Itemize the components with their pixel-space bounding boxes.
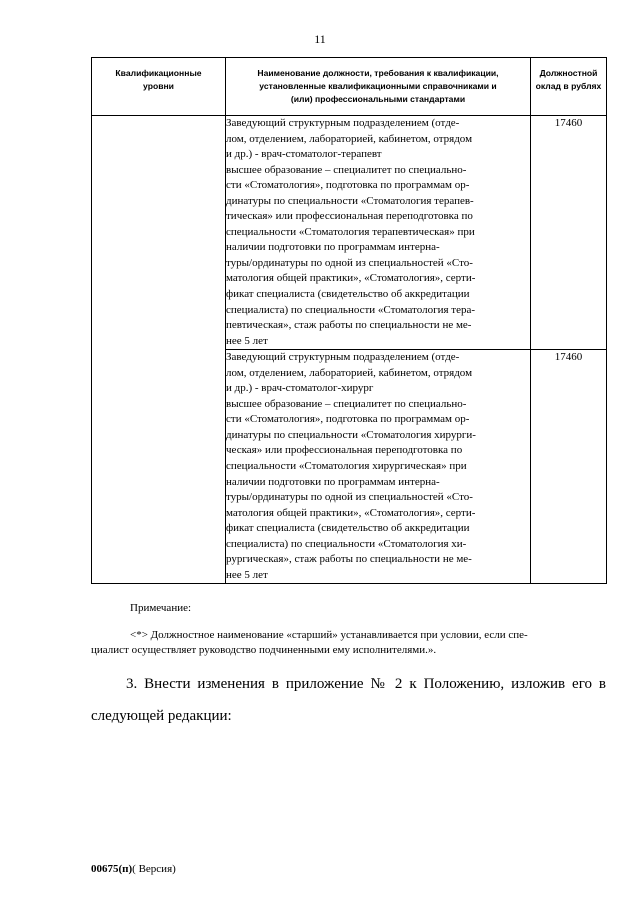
text-line: Заведующий структурным подразделением (отде-: [226, 351, 460, 364]
table-header-row: [92, 58, 607, 116]
document-code: 00675(п): [91, 863, 133, 875]
note-title: Примечание:: [130, 602, 192, 614]
text-line: динатуры по специальности «Стоматология хирурги-: [226, 428, 476, 441]
header-salary: [531, 58, 607, 116]
text-line: специалиста) по специальности «Стоматология хи-: [226, 537, 467, 550]
text-line: туры/ординатуры по одной из специальностей «Сто-: [226, 491, 473, 504]
text-line: фикат специалиста (свидетельство об аккредитации: [226, 522, 470, 535]
text-line: высшее образование – специалитет по специально-: [226, 397, 467, 410]
text-line: нее 5 лет: [226, 568, 268, 581]
text-line: Заведующий структурным подразделением (отде-: [226, 117, 460, 129]
text-line: рургическая», стаж работы по специальности не ме-: [226, 553, 472, 566]
text-line: матология общей практики», «Стоматология», серти-: [226, 506, 476, 519]
text-line: специалиста) по специальности «Стоматология тера-: [226, 303, 476, 316]
document-footer: [91, 863, 176, 875]
text-line: сти «Стоматология», подготовка по программам ор-: [226, 179, 470, 192]
text-line: специальности «Стоматология хирургическая» при: [226, 460, 467, 473]
text-line: фикат специалиста (свидетельство об аккредитации: [226, 288, 470, 301]
qualification-table: [91, 57, 607, 584]
salary-cell: 17460: [531, 116, 607, 350]
text-line: и др.) - врач-стоматолог-хирург: [226, 382, 374, 395]
text-line: высшее образование – специалитет по специально-: [226, 163, 467, 176]
table-row: [92, 116, 607, 350]
header-line: уровни: [143, 81, 174, 91]
header-line: Квалификационные: [115, 68, 202, 78]
text-line: лом, отделением, лабораторией, кабинетом, отрядом: [226, 132, 473, 145]
text-line: наличии подготовки по программам интерна-: [226, 475, 440, 488]
note-line: <*> Должностное наименование «старший» устанавливается при условии, если спе-: [130, 629, 528, 641]
text-line: сти «Стоматология», подготовка по программам ор-: [226, 413, 470, 426]
text-line: туры/ординатуры по одной из специальностей «Сто-: [226, 256, 473, 269]
paragraph-line: 3. Внести изменения в приложение № 2 к Положению, изложив его в: [126, 676, 606, 692]
header-line: (или) профессиональными стандартами: [290, 94, 466, 104]
text-line: динатуры по специальности «Стоматология терапев-: [226, 194, 474, 207]
text-line: ческая» или профессиональная переподготовка по: [226, 444, 463, 457]
text-line: лом, отделением, лабораторией, кабинетом, отрядом: [226, 366, 473, 379]
note-line: циалист осуществляет руководство подчиненными ему исполнителями.».: [91, 644, 437, 656]
paragraph-line: следующей редакции:: [91, 708, 232, 724]
header-line: Должностной: [539, 68, 598, 78]
header-position-name: [226, 58, 531, 116]
header-line: Наименование должности, требования к квалификации,: [257, 68, 499, 78]
page-number: 11: [314, 32, 326, 46]
header-qualification-levels: [92, 58, 226, 116]
position-description-surgeon: [226, 350, 531, 584]
text-line: и др.) - врач-стоматолог-терапевт: [226, 148, 382, 161]
text-line: матология общей практики», «Стоматология», серти-: [226, 272, 476, 285]
qualification-level-cell: [92, 116, 226, 584]
text-line: певтическая», стаж работы по специальности не ме-: [226, 319, 472, 332]
text-line: специальности «Стоматология терапевтическая» при: [226, 225, 475, 238]
header-line: установленные квалификационными справочниками и: [259, 81, 497, 91]
text-line: нее 5 лет: [226, 334, 268, 347]
position-description-therapist: [226, 116, 531, 350]
text-line: тическая» или профессиональная переподготовка по: [226, 210, 473, 223]
salary-cell: 17460: [531, 350, 607, 584]
text-line: наличии подготовки по программам интерна-: [226, 241, 440, 254]
header-line: оклад в рублях: [535, 81, 602, 91]
document-version: ( Версия): [132, 863, 176, 875]
